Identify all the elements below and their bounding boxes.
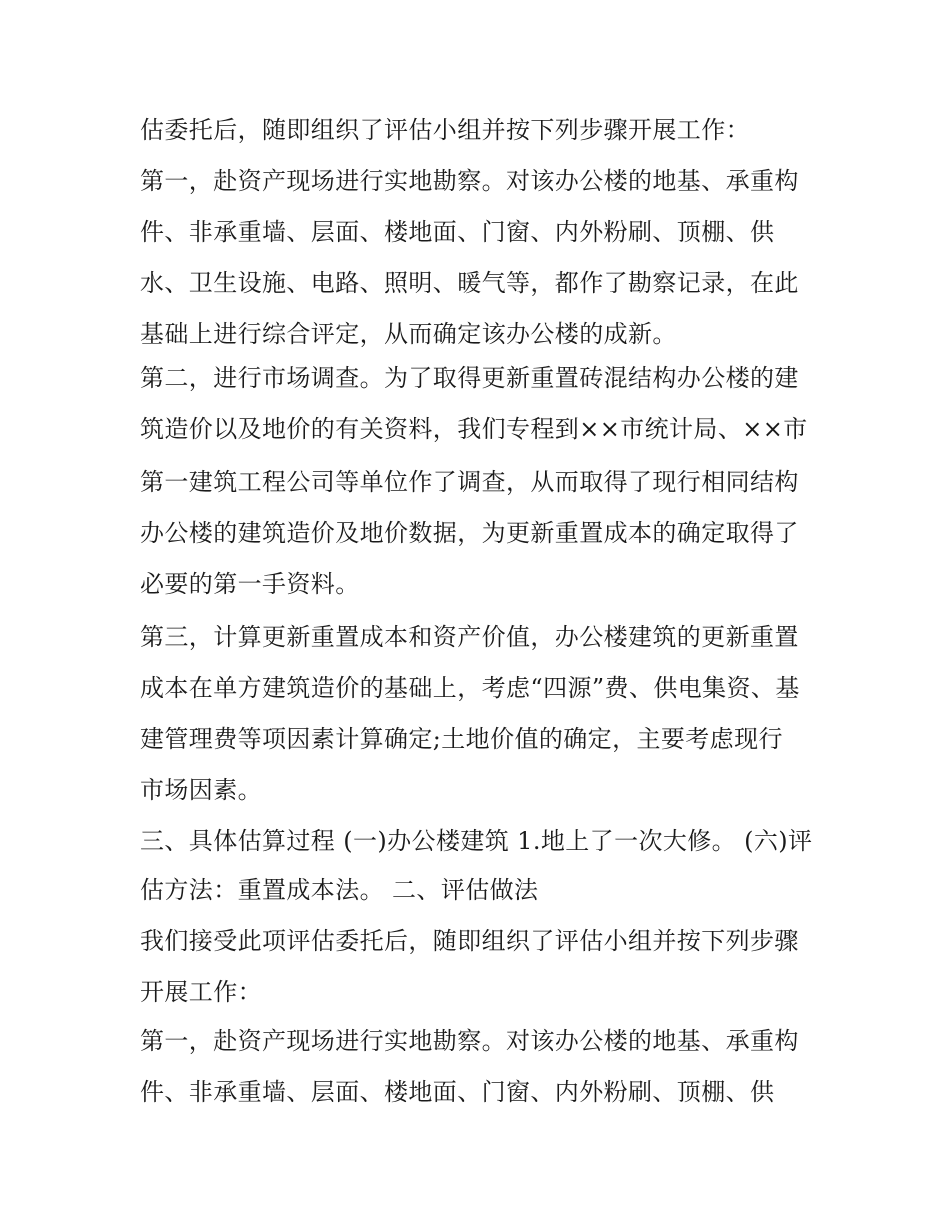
text-line: 第一，赴资产现场进行实地勘察。对该办公楼的地基、承重构 [140,1027,799,1055]
text-line: 三、具体估算过程 (一)办公楼建筑 1.地上了一次大修。 (六)评 [140,827,813,855]
text-line: 第二，进行市场调查。为了取得更新重置砖混结构办公楼的建 [140,364,799,392]
text-line: 市场因素。 [140,776,262,804]
text-line: 第一，赴资产现场进行实地勘察。对该办公楼的地基、承重构 [140,167,799,195]
text-line: 基础上进行综合评定，从而确定该办公楼的成新。 [140,320,677,348]
text-line: 件、非承重墙、层面、楼地面、门窗、内外粉刷、顶棚、供 [140,1078,775,1106]
text-line: 筑造价以及地价的有关资料，我们专程到××市统计局、××市 [140,415,808,443]
text-line: 第三，计算更新重置成本和资产价值，办公楼建筑的更新重置 [140,623,799,651]
text-line: 件、非承重墙、层面、楼地面、门窗、内外粉刷、顶棚、供 [140,218,775,246]
text-line: 第一建筑工程公司等单位作了调查，从而取得了现行相同结构 [140,468,799,496]
text-line: 水、卫生设施、电路、照明、暖气等，都作了勘察记录，在此 [140,269,799,297]
text-line: 估委托后，随即组织了评估小组并按下列步骤开展工作： [140,116,750,144]
text-line: 开展工作： [140,978,262,1006]
text-line: 必要的第一手资料。 [140,570,360,598]
text-line: 估方法：重置成本法。 二、评估做法 [140,876,539,904]
text-line: 办公楼的建筑造价及地价数据，为更新重置成本的确定取得了 [140,519,799,547]
text-line: 我们接受此项评估委托后，随即组织了评估小组并按下列步骤 [140,927,799,955]
text-line: 建管理费等项因素计算确定;土地价值的确定，主要考虑现行 [140,725,783,753]
text-line: 成本在单方建筑造价的基础上，考虑“四源”费、供电集资、基 [140,674,800,702]
